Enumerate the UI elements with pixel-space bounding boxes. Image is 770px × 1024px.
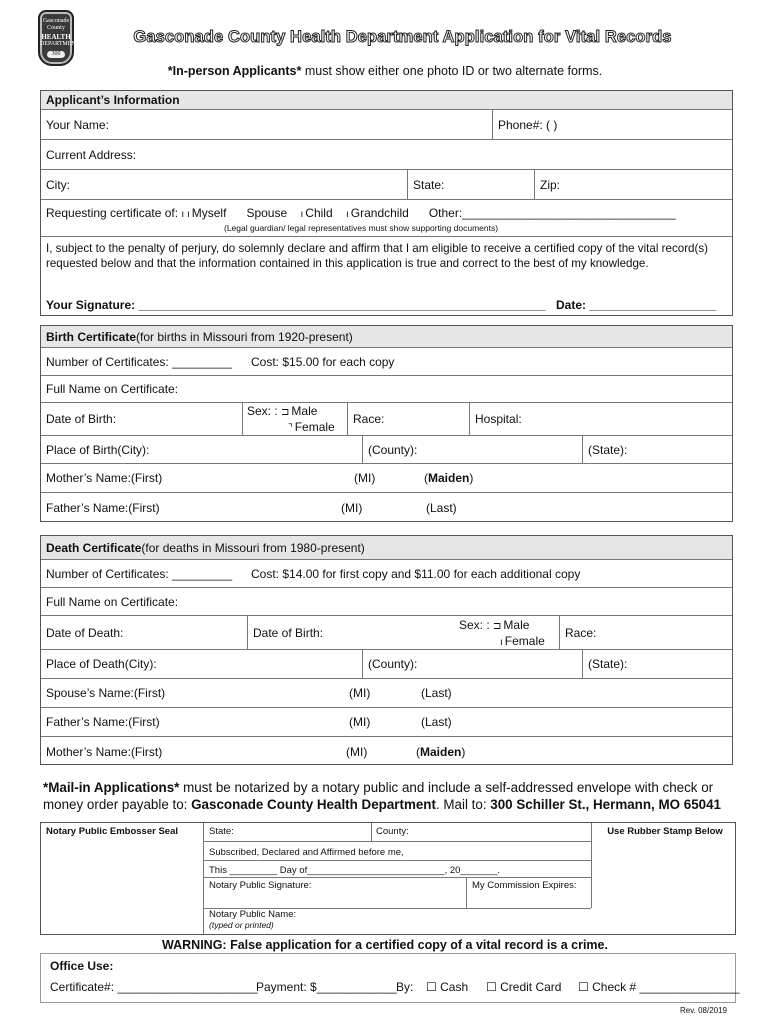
death-cost: Cost: $14.00 for first copy and $11.00 for each additional copy [251, 566, 581, 581]
death-city-field[interactable]: Place of Death(City): [46, 657, 157, 671]
death-race-field[interactable]: Race: [565, 625, 597, 640]
health-department-seal: Gasconade County HEALTH DEPARTMENT 300 [38, 10, 74, 66]
death-place-row [41, 650, 732, 679]
signature-line[interactable]: Your Signature: _____________________________________________________________ [46, 298, 546, 312]
checkbox-icon: ☐ [578, 980, 589, 994]
current-address-field[interactable]: Current Address: [41, 140, 732, 170]
birth-hospital-field[interactable]: Hospital: [475, 412, 522, 426]
other-field[interactable]: Other:________________________________ [428, 206, 676, 220]
commission-expires-field[interactable]: My Commission Expires: [472, 880, 577, 891]
checkbox-child[interactable]: ı [300, 209, 304, 220]
zip-field[interactable]: Zip: [540, 177, 561, 192]
state-field[interactable]: State: [413, 177, 445, 192]
city-field[interactable]: City: [46, 177, 70, 192]
office-use-label: Office Use: [50, 959, 114, 973]
checkbox-spouse[interactable]: Spouse [246, 206, 288, 220]
birth-section [40, 325, 733, 522]
declaration-text: I, subject to the penalty of perjury, do solemnly declare and affirm that I am eligible to receive a certified copy of the vital record(s) requested below and that the information contained in this application is true and correct to the best of my knowledge. [46, 242, 709, 270]
credit-card-checkbox[interactable]: ☐ Credit Card [486, 980, 562, 994]
inperson-notice: *In-person Applicants* must show either one photo ID or two alternate forms. [167, 64, 603, 78]
embosser-seal-label: Notary Public Embosser Seal [46, 826, 178, 837]
birth-place-row [41, 436, 732, 464]
signature-date[interactable]: Date: ___________________ [556, 298, 717, 312]
rubber-stamp-label: Use Rubber Stamp Below [607, 826, 723, 837]
page-title: Gasconade County Health Department Application for Vital Records [133, 28, 672, 46]
death-section [40, 535, 733, 765]
birth-number-row[interactable]: Number of Certificates: _________ Cost: $15.00 for each copy [41, 348, 732, 376]
birth-race-field[interactable]: Race: [353, 412, 385, 426]
checkbox-grandchild[interactable]: ı [345, 209, 349, 220]
death-sex-field[interactable]: Sex: : ⊐ Male ı Female [459, 618, 545, 648]
checkbox-icon: ☐ [426, 980, 437, 994]
birth-dob-field[interactable]: Date of Birth: [46, 412, 117, 426]
notary-day-field[interactable]: This _________ Day of__________________________, 20_______. [209, 865, 501, 876]
subscribed-text: Subscribed, Declared and Affirmed before me, [209, 847, 404, 858]
death-fullname-field[interactable]: Full Name on Certificate: [41, 588, 732, 616]
death-mother-row[interactable]: Mother’s Name:(First) (MI) ( Maiden ) [46, 744, 466, 759]
birth-fullname-field[interactable]: Full Name on Certificate: [41, 376, 732, 403]
birth-header: Birth Certificate (for births in Missouri from 1920-present) [41, 326, 732, 348]
birth-city-field[interactable]: Place of Birth(City): [46, 442, 150, 457]
notary-state-field[interactable]: State: [209, 826, 234, 837]
notary-signature-field[interactable]: Notary Public Signature: [209, 880, 312, 891]
declaration-row [41, 237, 732, 317]
birth-cost: Cost: $15.00 for each copy [251, 354, 395, 369]
death-father-row[interactable]: Father’s Name:(First) (MI) (Last) [41, 708, 732, 737]
revision-label: Rev. 08/2019 [680, 1006, 727, 1015]
death-county-field[interactable]: (County): [368, 657, 418, 671]
death-state-field[interactable]: (State): [588, 657, 628, 671]
birth-father-row[interactable]: Father’s Name:(First) (MI) (Last) [46, 501, 457, 515]
applicant-section [40, 90, 733, 316]
notary-name-field[interactable]: Notary Public Name: (typed or printed) [209, 909, 297, 930]
payment-field[interactable]: Payment: $____________ [256, 980, 397, 994]
death-spouse-row[interactable]: Spouse’s Name:(First) (MI) (Last) [41, 679, 732, 708]
phone-field[interactable]: Phone#: ( ) [498, 117, 558, 132]
death-number-row[interactable]: Number of Certificates: _________ Cost: $14.00 for first copy and $11.00 for each additional copy [41, 560, 732, 588]
birth-county-field[interactable]: (County): [368, 442, 418, 457]
death-header: Death Certificate (for deaths in Missouri from 1980-present) [41, 536, 732, 560]
requesting-row: Requesting certificate of: ı ı Myself Spouse ı Child ı Grandchild Other:________________________________ (Legal guardian/ legal representatives must show supporting documents) [41, 200, 732, 237]
death-dod-field[interactable]: Date of Death: [46, 625, 124, 640]
cash-checkbox[interactable]: ☐ Cash [426, 980, 469, 994]
notary-county-field[interactable]: County: [376, 826, 409, 837]
office-use-section [40, 953, 736, 1003]
death-dob-field[interactable]: Date of Birth: [253, 625, 324, 640]
legal-note: (Legal guardian/ legal representatives must show supporting documents) [224, 223, 499, 233]
death-dod-row [41, 616, 732, 650]
birth-mother-row[interactable]: Mother’s Name:(First) (MI) ( Maiden ) [41, 464, 732, 493]
your-name-field[interactable]: Your Name: Phone#: ( ) [41, 110, 732, 140]
notary-section [40, 822, 736, 935]
checkbox-icon: ☐ [486, 980, 497, 994]
warning-text: WARNING: False application for a certified copy of a vital record is a crime. [162, 938, 608, 952]
checkbox-myself[interactable]: ı ı [181, 209, 190, 220]
birth-dob-row [41, 403, 732, 436]
certificate-number-field[interactable]: Certificate#: _____________________ [50, 980, 258, 994]
birth-state-field[interactable]: (State): [588, 442, 628, 457]
by-label: By: [396, 980, 414, 994]
city-state-zip-row [41, 170, 732, 200]
birth-sex-field[interactable]: Sex: : ⊐ Male ⌝ Female [247, 404, 335, 434]
applicant-header: Applicant’s Information [41, 91, 732, 110]
mailin-notice: *Mail-in Applications* must be notarized by a notary public and include a self-addressed envelope with check or money order payable to: Gasconade County Health Department. Mail to: 300 Schiller St., Hermann, MO 65041 [43, 780, 722, 812]
check-checkbox[interactable]: ☐ Check # _______________ [578, 980, 740, 994]
